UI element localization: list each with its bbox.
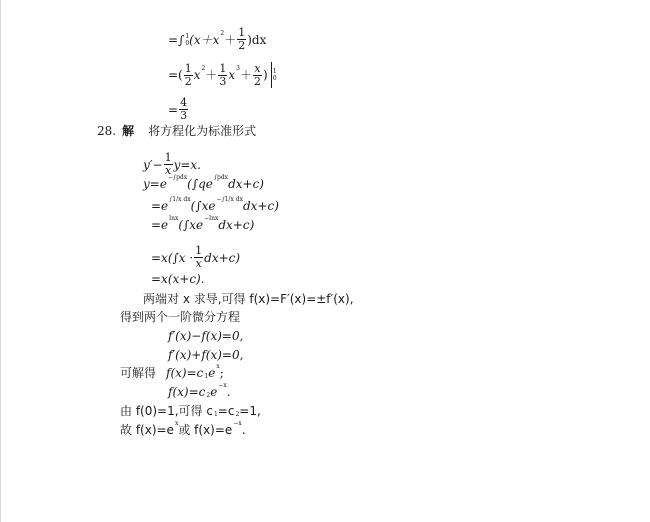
- paragraph-two-equations: [120, 310, 240, 324]
- text: )dx: [247, 32, 267, 47]
- text: ＋: [224, 32, 237, 47]
- text: f(x)=c: [168, 385, 206, 399]
- text: 由 f(0)=1,可得 c: [120, 404, 213, 418]
- text: =: [168, 102, 179, 117]
- step-6: [151, 272, 205, 286]
- integral-line-1: [168, 27, 266, 52]
- initial-condition: [120, 404, 261, 418]
- exponent: −lnx: [204, 215, 219, 222]
- denominator: x: [195, 257, 202, 270]
- denominator: 2: [238, 39, 246, 52]
- equation-2: [168, 348, 243, 362]
- text: e: [210, 385, 218, 399]
- problem-number: 28.: [97, 124, 117, 138]
- text: =x(x+c).: [151, 272, 205, 286]
- numerator: x: [254, 61, 261, 75]
- text: .: [226, 385, 231, 399]
- text: =∫: [168, 32, 185, 47]
- fraction: [194, 245, 203, 270]
- integral-line-3: [168, 97, 189, 122]
- conclusion: [120, 420, 246, 437]
- lower-limit: 0: [272, 75, 277, 82]
- integral-line-2: [168, 62, 277, 88]
- text: dx+c): [228, 177, 264, 191]
- subscript: 1: [204, 373, 209, 380]
- exponent: ∫1/x dx: [169, 196, 191, 203]
- exponent: −x: [218, 382, 227, 389]
- text: dx+c): [242, 199, 279, 213]
- text: ＋: [239, 68, 252, 82]
- solution-2: [168, 382, 231, 399]
- lower-limit: 0: [185, 39, 190, 47]
- evaluation-limits: [273, 68, 277, 82]
- exponent: 2: [201, 65, 206, 72]
- numerator: 1: [184, 61, 192, 75]
- text: 故 f(x)=e: [120, 423, 174, 437]
- step-3: [151, 196, 279, 213]
- exponent: ∫pdx: [213, 174, 229, 181]
- step-5: [151, 245, 240, 270]
- text: y′−: [143, 157, 163, 172]
- exponent: lnx: [169, 215, 179, 222]
- text: 或 f(x)=e: [178, 423, 233, 437]
- text: =e: [151, 199, 169, 213]
- upper-limit: 1: [185, 32, 190, 40]
- fraction: [218, 63, 227, 88]
- denominator: 3: [219, 74, 227, 88]
- denominator: 3: [180, 109, 188, 122]
- solution-label: 解: [122, 124, 135, 138]
- text: (∫xe: [190, 199, 216, 213]
- text: x: [228, 68, 236, 82]
- numerator: 1: [238, 26, 246, 39]
- subscript: 1: [213, 411, 218, 418]
- fraction: [179, 97, 188, 122]
- numerator: 1: [219, 61, 227, 75]
- fraction: [184, 63, 193, 88]
- text: f′(x)−f(x)=0,: [168, 329, 244, 343]
- text: ): [263, 68, 268, 82]
- step-2: [143, 174, 264, 191]
- paragraph-derivative: [143, 292, 354, 306]
- step-4: [151, 215, 255, 232]
- text: dx+c): [204, 250, 241, 265]
- denominator: x: [164, 164, 172, 177]
- text: y=x.: [173, 157, 201, 172]
- text: f′(x)+f(x)=0,: [168, 348, 244, 362]
- equation-1: [168, 329, 243, 343]
- text: f(x)=c: [166, 366, 204, 380]
- fraction: [237, 27, 246, 52]
- text: =1,: [239, 404, 261, 418]
- exponent: −∫pdx: [167, 174, 188, 181]
- exponent: x: [216, 363, 220, 370]
- exponent: −∫1/x dx: [216, 196, 243, 203]
- evaluation-bar: [271, 62, 272, 88]
- text: (x＋x: [189, 32, 220, 47]
- text: x: [193, 68, 201, 82]
- denominator: 2: [254, 74, 261, 88]
- text: =e: [151, 218, 169, 232]
- text: (∫qe: [187, 177, 213, 191]
- text: (∫xe: [178, 218, 204, 232]
- text: ＋: [205, 68, 218, 82]
- text: dx+c): [218, 218, 255, 232]
- problem-header: [97, 124, 256, 138]
- exponent: 2: [220, 29, 225, 37]
- upper-limit: 1: [272, 68, 277, 75]
- text: =x(∫x ·: [151, 250, 194, 265]
- text: y=e: [143, 177, 167, 191]
- text: 两端对 x 求导,可得 f(x)=F′(x)=±f′(x),: [143, 292, 354, 306]
- numerator: 1: [164, 151, 172, 164]
- numerator: 1: [195, 244, 203, 257]
- text: e: [208, 366, 216, 380]
- fraction: [253, 63, 262, 88]
- exponent: x: [174, 420, 179, 427]
- denominator: 2: [184, 74, 192, 88]
- text: =c: [217, 404, 235, 418]
- solve-label: 可解得: [120, 366, 157, 380]
- subscript: 2: [206, 392, 211, 399]
- text: .: [241, 423, 246, 437]
- numerator: 4: [180, 96, 188, 109]
- page-edge: [0, 0, 1, 522]
- text: =(: [168, 68, 183, 82]
- text: ;: [219, 366, 224, 380]
- exponent: 3: [236, 65, 240, 72]
- exponent: −x: [233, 420, 242, 427]
- subscript: 2: [235, 411, 240, 418]
- solution-1: [120, 363, 224, 380]
- intro-text: 将方程化为标准形式: [148, 124, 257, 138]
- text: 得到两个一阶微分方程: [120, 310, 241, 324]
